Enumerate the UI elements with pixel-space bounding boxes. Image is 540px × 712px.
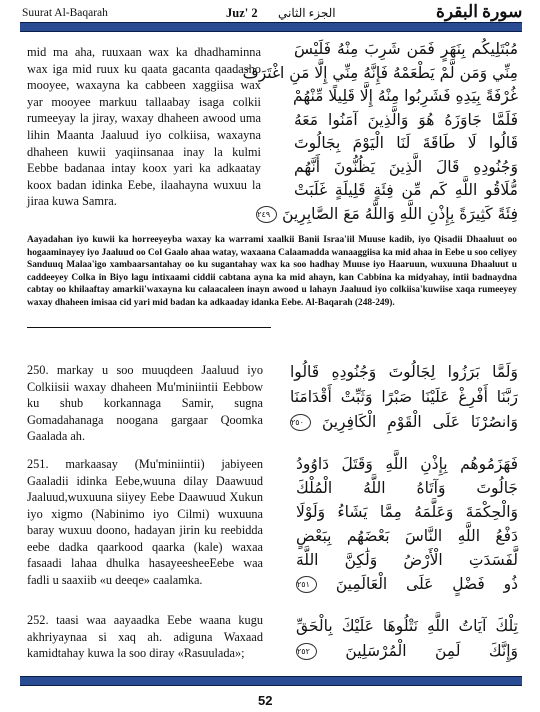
commentary-text: Aayadahan iyo kuwii ka horreeyeyba waxay ka warrami xaalkii Banii Israa'iil Muuse kadib, iyo Qisadii Dhaaluut oo hogaaminayey iyo Jaaluud oo Col Gaalo ahaa watay, waxaana Calaamadda wanaaggiisa ka mid ahaa in Eebe u soo celiyey Sanduuq Malaa'igo xambaarsantahay oo ku sugantahay wax ka soo hadhay Muuse iyo Haaruun, wuxuuna Dhaaluut u caddeeyey Colka in Biyo lagu intixaami ciddii cabtana ayna ka mid ahayn, kan Cabbina ka midyahay, intii badnaydna cabtay oo khilaaftay amarkii'waxayna ku calaacaleen inayn awood u lahayn Jaaluud iyo colkiisa'kuwiise xaqa rumeeyey waxay dhaheen imisaa cid yari mid badan ka adkaaday idanka Eebe. Al-Baqarah (248-249). (27, 235, 517, 308)
surah-name-header: Suurat Al-Baqarah (22, 7, 108, 19)
arabic-line: جَالُوتَ وَآتَاهُ اللَّهُ الْمُلْكَ (296, 479, 518, 497)
arabic-line: وَلَمَّا بَرَزُوا لِجَالُوتَ وَجُنُودِهِ قَالُوا (290, 363, 518, 381)
separator-line (27, 327, 271, 328)
arabic-line: غُرْفَةً بِيَدِهِ فَشَرِبُوا مِنْهُ إِلَّا قَلِيلًا مِّنْهُمْ (293, 87, 518, 105)
arabic-line: وَالْحِكْمَةَ وَعَلَّمَهُ مِمَّا يَشَاءُ وَلَوْلَا (296, 503, 518, 521)
verse-250-somali: 250. markay u soo muuqdeen Jaaluud iyo Colkiisii waxay dhaheen Mu'miniintii Eebbow ku shub korkannaga Samir, sugna Gomadahanaga noogana gargaar Qoomka Gaalada ah. (27, 363, 263, 443)
arabic-line: تِلْكَ آيَاتُ اللَّهِ نَتْلُوهَا عَلَيْكَ بِالْحَقِّ (296, 617, 518, 635)
verse-251-somali: 251. markaasay (Mu'miniintii) jabiyeen Gaaladii idinka Eebe,wuuna dilay Daawuud Jaaluud,wuxuuna siiyey Eebe Daawuud Xukun iyo xigmo (Nabinimo iyo Cilmi) wuxuuna baray wuxuu doono, hadayan jirin ku reebidda eebe dadka qaarkood qaarka (kale) waxaa fasaadi lahaa dhulka hasayeesheeEebe waa fadli u saaxiib «u deeqe» caalamka. (27, 457, 263, 587)
arabic-line: رَبَّنَا أَفْرِغْ عَلَيْنَا صَبْرًا وَثَبِّتْ أَقْدَامَنَا (290, 388, 518, 406)
verse-end-marker: ٢٥٢ (296, 643, 317, 660)
arabic-line: دَفْعُ اللَّهِ النَّاسَ بَعْضَهُم بِبَعْضٍ (296, 527, 518, 545)
verse-end-marker: ٢٥١ (296, 576, 317, 593)
verse-252-somali: 252. taasi waa aayaadka Eebe waana kugu akhriyaynaa si xaq ah. adiguna Waxaad kamidtahay kuwa la soo diray «Rasuulada»; (27, 613, 263, 660)
arabic-line: ذُو فَضْلٍ عَلَى الْعَالَمِينَ ٢٥١ (297, 575, 518, 593)
arabic-line: فَلَمَّا جَاوَزَهُ هُوَ وَالَّذِينَ آمَنُوا مَعَهُ (294, 110, 518, 129)
arabic-line: مُّلَاقُو اللَّهِ كَم مِّن فِئَةٍ قَلِيلَةٍ غَلَبَتْ (294, 181, 518, 199)
verse-end-marker: ٢٤٩ (256, 206, 277, 223)
verse-251-arabic (296, 452, 518, 596)
arabic-line: فَهَزَمُوهُم بِإِذْنِ اللَّهِ وَقَتَلَ دَاوُودُ (296, 455, 518, 473)
page-number: 52 (258, 693, 273, 708)
arabic-line: لَّفَسَدَتِ الْأَرْضُ وَلَٰكِنَّ اللَّهَ (296, 551, 518, 569)
verse-252-arabic (296, 614, 518, 664)
arabic-line: وَانصُرْنَا عَلَى الْقَوْمِ الْكَافِرِينَ ٢٥٠ (291, 413, 519, 431)
header-divider-bar (20, 22, 522, 32)
arabic-line: فِئَةً كَثِيرَةً بِإِذْنِ اللَّهِ وَاللَّهُ مَعَ الصَّابِرِينَ ٢٤٩ (257, 204, 518, 223)
verse-250-arabic (290, 360, 518, 435)
block1-somali: mid ma aha, ruuxaan wax ka dhadhaminna wax iga mid ruux ku qaata gacanta qaadasho mooyee, waxayna ka cabbeen xaggiisa wax yar mooyee markuu tallaabay isaga colkii rumeeyay la jiray, waxay dhaheen awood uma lihin Maanta Jaaluud iyo colkiisa, waxayna dhaheen kuwii yaqiinsanaa inay la kulmi Eebbe badanaa intay koox yari ka adkaatay koox badan idinka Eebe, ilaahayna wuxuu la jiraa kuwa Samra. (27, 45, 261, 209)
arabic-line: مِنِّي وَمَن لَّمْ يَطْعَمْهُ فَإِنَّهُ مِنِّي إِلَّا مَنِ اغْتَرَفَ (242, 63, 518, 82)
juz-arabic: الجزء الثاني (278, 6, 336, 20)
arabic-line: مُبْتَلِيكُم بِنَهَرٍ فَمَن شَرِبَ مِنْهُ فَلَيْسَ (294, 40, 518, 58)
footer-divider-bar (20, 676, 522, 686)
juz-label: Juz' 2 (226, 6, 258, 20)
arabic-line: قَالُوا لَا طَاقَةَ لَنَا الْيَوْمَ بِجَالُوتَ (294, 134, 518, 152)
block1-arabic (242, 38, 518, 226)
arabic-line: وَإِنَّكَ لَمِنَ الْمُرْسَلِينَ ٢٥٢ (297, 642, 518, 660)
verse-end-marker: ٢٥٠ (290, 414, 311, 431)
surah-arabic-title: سورة البقرة (436, 2, 523, 21)
arabic-line: وَجُنُودِهِ قَالَ الَّذِينَ يَظُنُّونَ أَنَّهُم (294, 157, 518, 176)
